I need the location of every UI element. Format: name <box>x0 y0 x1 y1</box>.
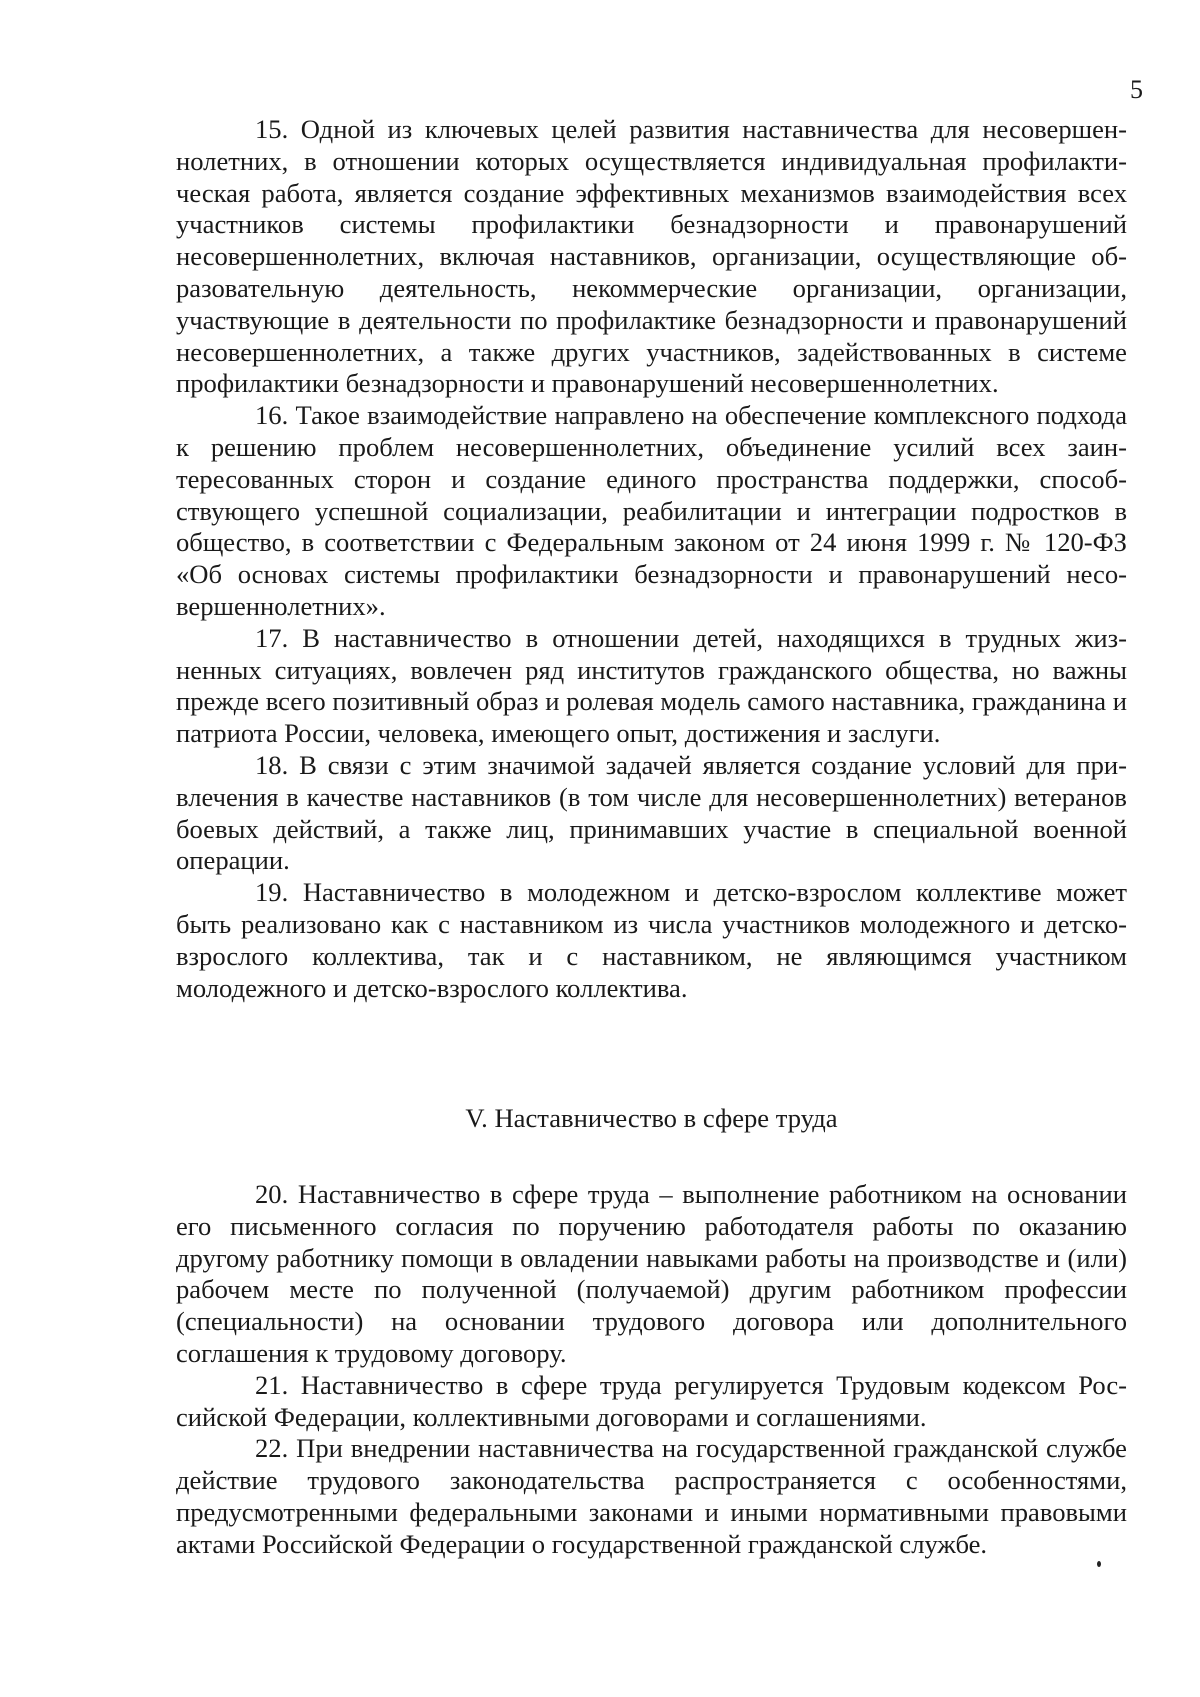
paragraph-18: 18. В связи с этим значимой задачей является создание условий для привлечения в качестве наставников (в том числе для несовершеннолетних) ветеранов боевых действий, а также лиц, принимавших участие в специальной военной операции. <box>176 749 1127 876</box>
paragraph-19: 19. Наставничество в молодежном и детско-взрослом коллективе может быть реализовано как с наставником из числа участников молодежного и детско-взрослого коллектива, так и с наставником, не являющимся участником молодежного и детско-взрослого коллектива. <box>176 877 1127 1003</box>
paragraph-22: 22. При внедрении наставничества на государственной гражданской службе действие трудового законодательства распространяется с особенностями, предусмотренными федеральными законами и иными нормативными правовыми актами Российской Федерации о государственной гражданской службе. <box>176 1433 1127 1559</box>
paragraph-17: 17. В наставничество в отношении детей, находящихся в трудных жизненных ситуациях, вовлечен ряд институтов гражданского общества, но важны прежде всего позитивный образ и ролевая модель самого наставника, гражданина и патриота России, человека, имеющего опыт, достижения и заслуги. <box>176 622 1127 749</box>
scan-speck <box>1097 1561 1101 1567</box>
page-number: 5 <box>1130 75 1143 104</box>
paragraph-15: 15. Одной из ключевых целей развития наставничества для несовершеннолетних, в отношении которых осуществляется индивидуальная профилактическая работа, является создание эффективных механизмов взаимодействия всех участников системы профилактики безнадзорности и правонарушений несовершеннолетних, включая наставников, организации, осуществляющие образовательную деятельность, некоммерческие организации, организации, участвующие в деятельности по профилактике безнадзорности и правонарушений несовершеннолетних, а также других участников, задействованных в системе профилактики безнадзорности и правонарушений несовершеннолетних. <box>176 114 1127 399</box>
body-text-lower <box>176 1179 1127 1561</box>
section-heading: V. Наставничество в сфере труда <box>465 1103 838 1133</box>
paragraph-16: 16. Такое взаимодействие направлено на обеспечение комплексного подхода к решению проблем несовершеннолетних, объединение усилий всех заинтересованных сторон и создание единого пространства поддержки, способствующего успешной социализации, реабилитации и интеграции подростков в общество, в соответствии с Федеральным законом от 24 июня 1999 г. № 120-ФЗ «Об основах системы профилактики безнадзорности и правонарушений несовершеннолетних». <box>176 400 1127 621</box>
paragraph-21: 21. Наставничество в сфере труда регулируется Трудовым кодексом Российской Федерации, коллективными договорами и соглашениями. <box>176 1369 1127 1432</box>
body-text-upper <box>176 114 1127 1004</box>
paragraph-20: 20. Наставничество в сфере труда – выполнение работником на основании его письменного согласия по поручению работодателя работы по оказанию другому работнику помощи в овладении навыками работы на производстве и (или) рабочем месте по полученной (получаемой) другим работником профессии (специальности) на основании трудового договора или дополнительного соглашения к трудовому договору. <box>176 1179 1127 1368</box>
